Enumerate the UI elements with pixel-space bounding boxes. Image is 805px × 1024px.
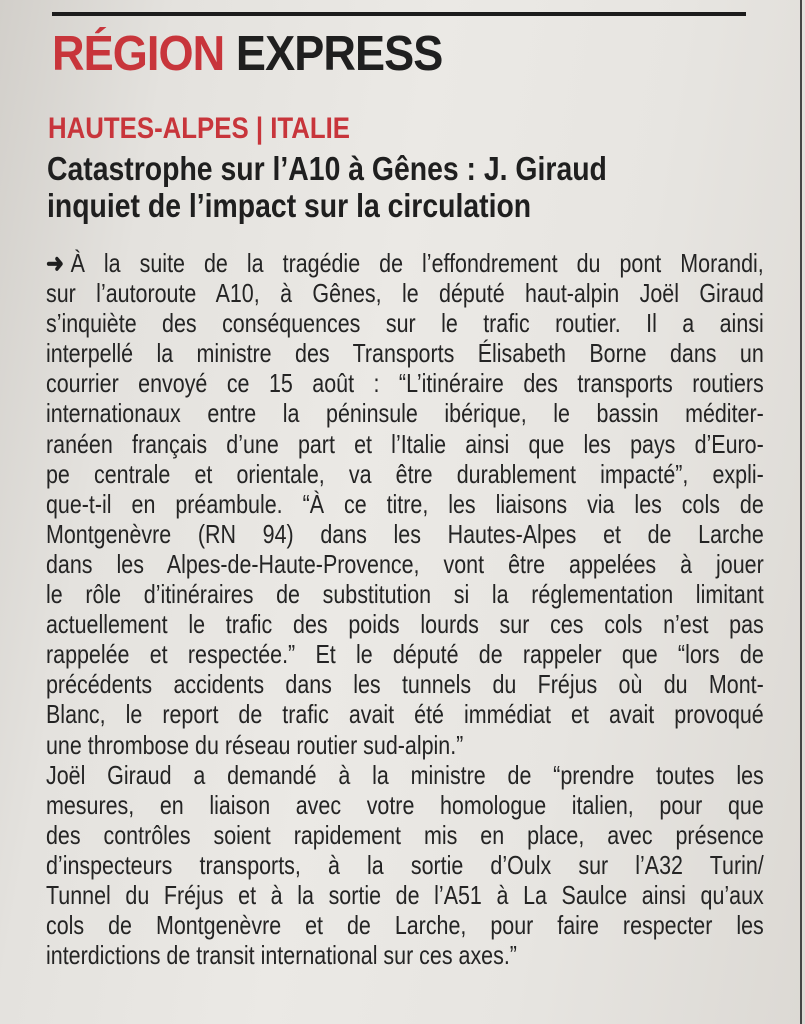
body-line: rappelée et respectée.” Et le député de rappeler que “lors de (46, 639, 764, 670)
body-line: courrier envoyé ce 15 août : “L’itinéraire des transports routiers (46, 368, 764, 399)
article-body (46, 248, 764, 970)
body-line: ranéen français d’une part et l’Italie ainsi que les pays d’Euro- (46, 428, 764, 459)
body-line: une thrombose du réseau routier sud-alpin.” (46, 729, 464, 760)
body-line: que-t-il en préambule. “À ce titre, les liaisons via les cols de (46, 488, 764, 519)
body-line (46, 248, 764, 278)
headline-line: inquiet de l’impact sur la circulation (47, 187, 532, 224)
body-line: Tunnel du Fréjus et à la sortie de l’A51 à La Saulce ainsi qu’aux (46, 879, 764, 910)
column-rule (800, 0, 802, 1024)
body-line: pe centrale et orientale, va être durablement impacté”, expli- (46, 458, 764, 489)
body-line: actuellement le trafic des poids lourds sur ces cols n’est pas (46, 609, 764, 640)
headline-line: Catastrophe sur l’A10 à Gênes : J. Giraud (47, 150, 607, 187)
body-line: s’inquiète des conséquences sur le trafic routier. Il a ainsi (46, 308, 764, 339)
body-line: précédents accidents dans les tunnels du Fréjus où du Mont- (46, 669, 764, 700)
body-line: Joël Giraud a demandé à la ministre de “prendre toutes les (46, 759, 764, 790)
section-title-express: EXPRESS (235, 27, 443, 81)
right-arrow-icon: ➜ (46, 248, 64, 278)
top-rule (52, 12, 746, 16)
body-line: sur l’autoroute A10, à Gênes, le député haut-alpin Joël Giraud (46, 278, 764, 309)
body-line: interdictions de transit international sur ces axes.” (46, 940, 517, 971)
body-line: le rôle d’itinéraires de substitution si la réglementation limitant (46, 579, 764, 610)
body-line: des contrôles soient rapidement mis en place, avec présence (46, 819, 764, 850)
body-line: cols de Montgenèvre et de Larche, pour faire respecter les (46, 910, 764, 941)
body-line: mesures, en liaison avec votre homologue italien, pour que (46, 789, 764, 820)
body-line: dans les Alpes-de-Haute-Provence, vont être appelées à jouer (46, 548, 764, 579)
section-title-region: RÉGION (52, 27, 225, 81)
body-line: internationaux entre la péninsule ibérique, le bassin méditer- (46, 398, 764, 429)
body-line: d’inspecteurs transports, à la sortie d’Oulx sur l’A32 Turin/ (46, 849, 764, 880)
body-line-text: À la suite de la tragédie de l’effondrement du pont Morandi, (70, 248, 764, 278)
kicker: HAUTES-ALPES | ITALIE (48, 112, 351, 145)
body-line: Montgenèvre (RN 94) dans les Hautes-Alpes et de Larche (46, 518, 764, 549)
headline (47, 150, 752, 224)
body-line: interpellé la ministre des Transports Élisabeth Borne dans un (46, 338, 764, 369)
body-line: Blanc, le report de trafic avait été immédiat et avait provoqué (46, 699, 764, 730)
section-title (52, 27, 443, 81)
